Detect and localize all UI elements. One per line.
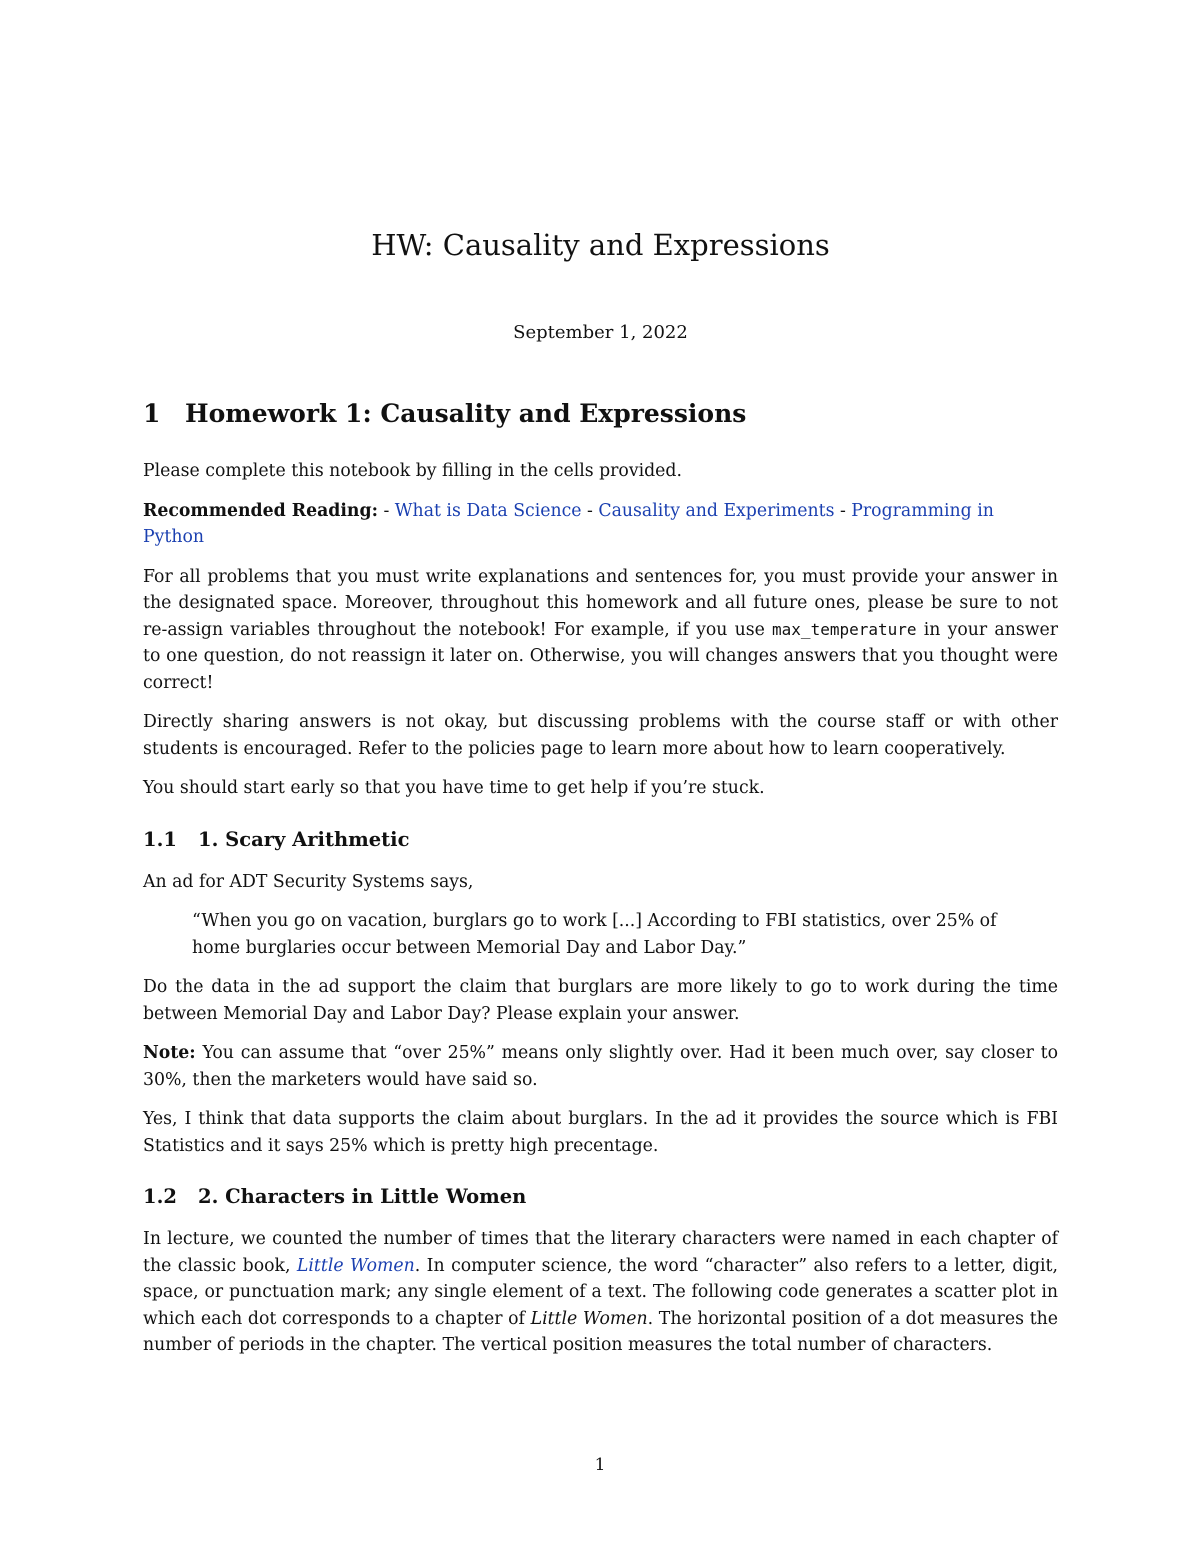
reading-separator: - — [383, 500, 390, 521]
lw-text-1: In lecture, we counted the number of times that the literary characters were named in each chapter of the classic book, — [143, 1229, 1058, 1276]
subsection-number: 1.1 — [143, 827, 177, 851]
link-what-is-data-science[interactable]: What is Data Science — [394, 500, 582, 521]
reading-separator: - — [839, 500, 846, 521]
link-programming-in-python[interactable]: Programming in Python — [143, 500, 994, 547]
subsection-title: 1. Scary Arithmetic — [198, 827, 410, 851]
section-title: Homework 1: Causality and Expressions — [185, 399, 747, 428]
document-body — [143, 396, 1058, 1372]
instructions-text-2: in your answer to one question, do not reassign it later on. Otherwise, you will changes answers that you thought were correct! — [143, 619, 1058, 693]
lw-text-2: . In computer science, the word “character” also refers to a letter, digit, space, or punctuation mark; any single element of a text. The following code generates a scatter plot in which each dot corresponds to a chapter of — [143, 1255, 1058, 1329]
section-number: 1 — [143, 399, 161, 428]
document-title: HW: Causality and Expressions — [371, 228, 830, 262]
reading-separator: - — [587, 500, 593, 521]
lw-text-3: . The horizontal position of a dot measures the number of periods in the chapter. The vertical position measures the total number of characters. — [143, 1308, 1058, 1355]
ad-intro: An ad for ADT Security Systems says, — [143, 871, 474, 892]
intro-paragraph: Please complete this notebook by filling in the cells provided. — [143, 461, 682, 481]
page-number: 1 — [594, 1455, 606, 1475]
ad-quote: “When you go on vacation, burglars go to work [...] According to FBI statistics, over 25% of home burglaries occur between Memorial Day and Labor Day.” — [192, 911, 997, 958]
sharing-paragraph: Directly sharing answers is not okay, but discussing problems with the course staff or with other students is encouraged. Refer to the policies page to learn more about how to learn cooperatively. — [143, 712, 1058, 759]
start-early-paragraph: You should start early so that you have time to get help if you’re stuck. — [143, 778, 765, 798]
document-date: September 1, 2022 — [513, 322, 688, 343]
note-label: Note: — [143, 1043, 196, 1063]
note-paragraph — [143, 1040, 1058, 1093]
answer-paragraph: Yes, I think that data supports the claim about burglars. In the ad it provides the source which is FBI Statistics and it says 25% which is pretty high precentage. — [143, 1109, 1058, 1156]
section-heading — [143, 396, 1058, 432]
reading-label: Recommended Reading: — [143, 500, 378, 521]
note-text: You can assume that “over 25%” means only slightly over. Had it been much over, say closer to 30%, then the marketers would have said so. — [143, 1043, 1058, 1090]
book-title: Little Women — [530, 1308, 648, 1329]
subsection-heading-2 — [143, 1182, 1058, 1212]
inline-code-variable: max_temperature — [772, 619, 917, 639]
little-women-link-text: Little Women — [296, 1255, 415, 1276]
subsection-heading-1 — [143, 825, 1058, 855]
instructions-paragraph — [143, 564, 1058, 697]
instructions-text-1: For all problems that you must write explanations and sentences for, you must provide your answer in the designated space. Moreover, throughout this homework and all future ones, please be sure to not re-assign variables throughout the notebook! For example, if you use — [143, 566, 1058, 640]
little-women-link[interactable] — [297, 1256, 415, 1276]
little-women-paragraph — [143, 1226, 1058, 1359]
question-paragraph: Do the data in the ad support the claim that burglars are more likely to go to work during the time between Memorial Day and Labor Day? Please explain your answer. — [143, 977, 1058, 1024]
link-causality-and-experiments[interactable]: Causality and Experiments — [598, 500, 835, 521]
subsection-title: 2. Characters in Little Women — [198, 1185, 527, 1208]
subsection-number: 1.2 — [143, 1185, 177, 1208]
recommended-reading — [143, 498, 1058, 551]
